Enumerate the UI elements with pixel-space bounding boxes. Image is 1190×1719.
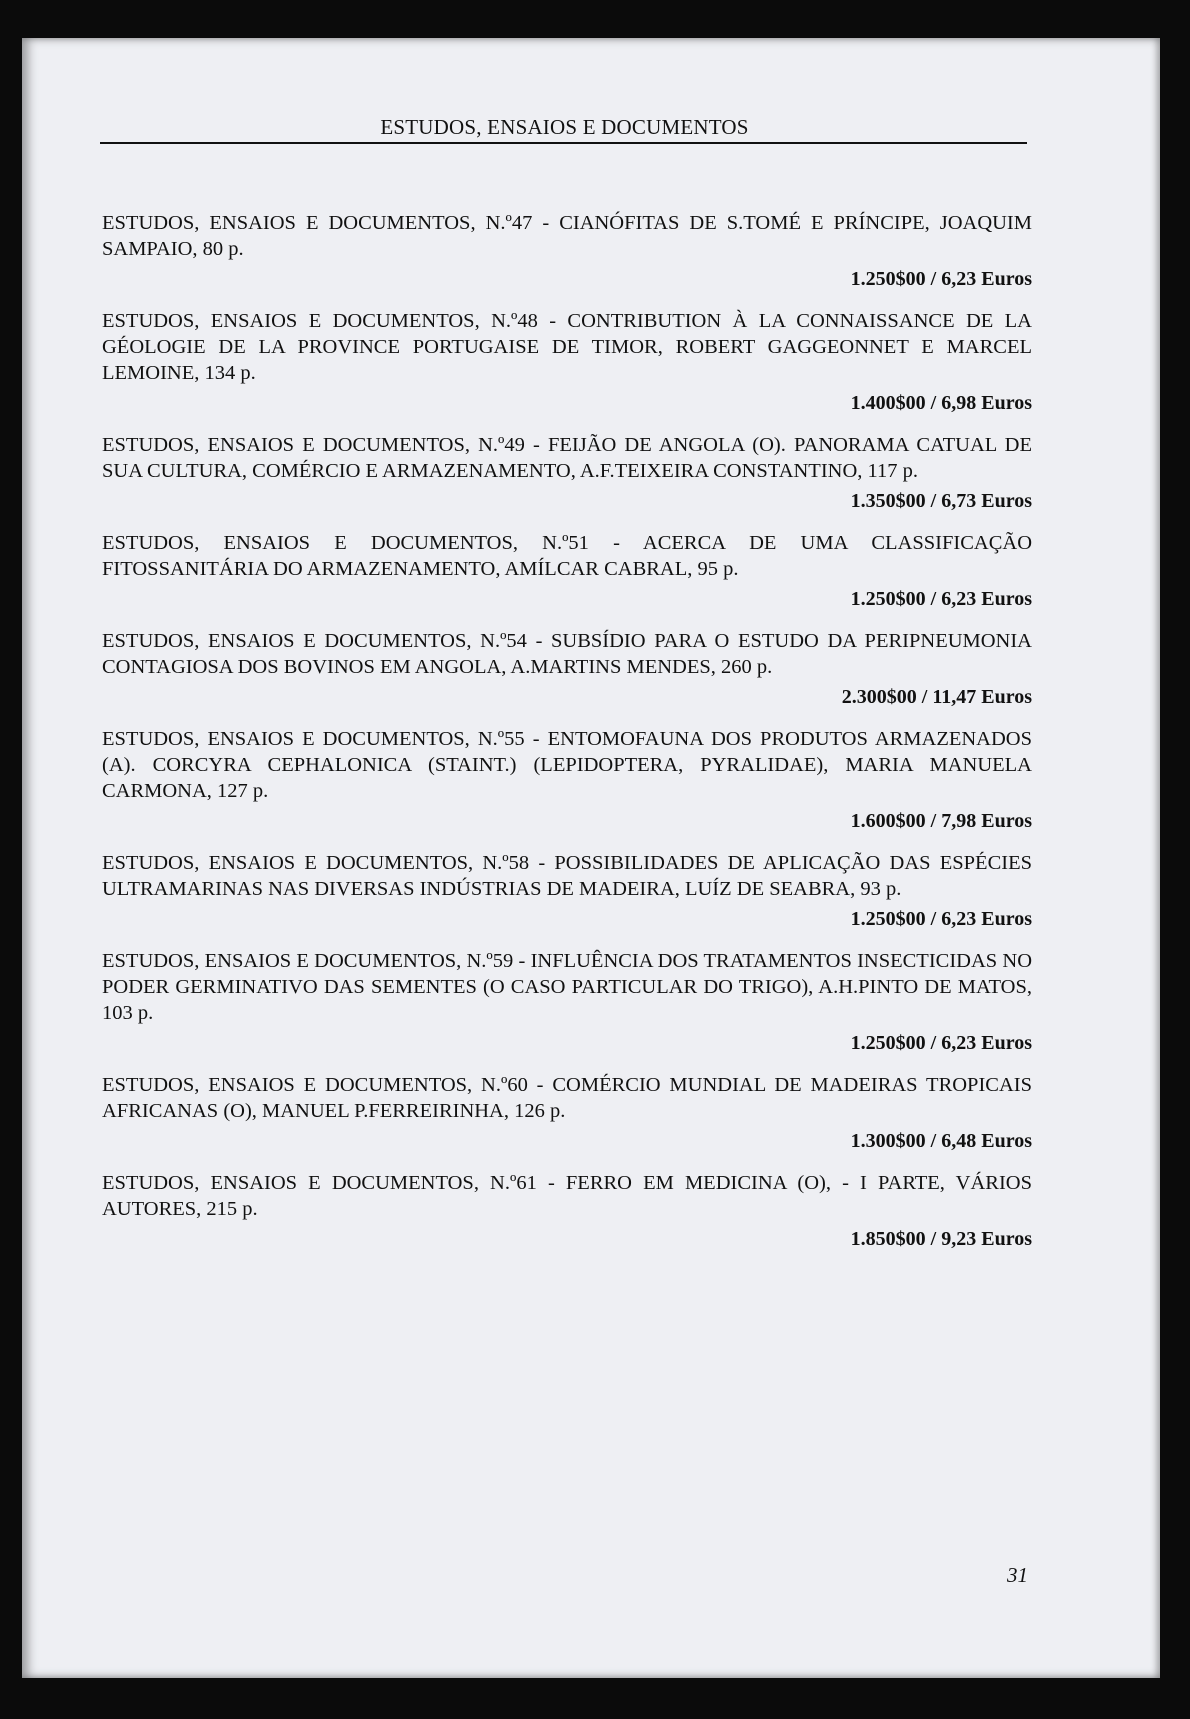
catalog-entry-58 [102,850,1032,932]
entry-description: ESTUDOS, ENSAIOS E DOCUMENTOS, N.º48 - CONTRIBUTION À LA CONNAISSANCE DE LA GÉOLOGIE DE LA PROVINCE PORTUGAISE DE TIMOR, ROBERT GAGGEONNET E MARCEL LEMOINE, 134 p. [102,310,1032,384]
catalog-entry-48 [102,308,1032,416]
entry-price: 1.250$00 / 6,23 Euros [850,908,1032,930]
catalog-entry-47 [102,210,1032,292]
entry-description: ESTUDOS, ENSAIOS E DOCUMENTOS, N.º54 - SUBSÍDIO PARA O ESTUDO DA PERIPNEUMONIA CONTAGIOSA DOS BOVINOS EM ANGOLA, A.MARTINS MENDES, 260 p. [102,630,1032,678]
entry-price: 1.850$00 / 9,23 Euros [850,1228,1032,1250]
entry-price: 1.400$00 / 6,98 Euros [850,392,1032,414]
page-number: 31 [1007,1563,1028,1587]
catalog-page [22,38,1160,1678]
entry-price: 1.600$00 / 7,98 Euros [850,810,1032,832]
catalog-entry-49 [102,432,1032,514]
entry-price: 1.250$00 / 6,23 Euros [850,1032,1032,1054]
entry-price: 2.300$00 / 11,47 Euros [841,686,1032,708]
catalog-entry-55 [102,726,1032,834]
entry-description: ESTUDOS, ENSAIOS E DOCUMENTOS, N.º61 - FERRO EM MEDICINA (O), - I PARTE, VÁRIOS AUTORES, 215 p. [102,1172,1032,1220]
header-rule [100,142,1027,144]
catalog-entry-54 [102,628,1032,710]
catalog-entry-59 [102,948,1032,1056]
entry-description: ESTUDOS, ENSAIOS E DOCUMENTOS, N.º47 - CIANÓFITAS DE S.TOMÉ E PRÍNCIPE, JOAQUIM SAMPAIO, 80 p. [102,212,1032,260]
page-header: ESTUDOS, ENSAIOS E DOCUMENTOS [380,115,749,139]
entry-description: ESTUDOS, ENSAIOS E DOCUMENTOS, N.º59 - INFLUÊNCIA DOS TRATAMENTOS INSECTICIDAS NO PODER GERMINATIVO DAS SEMENTES (O CASO PARTICULAR DO TRIGO), A.H.PINTO DE MATOS, 103 p. [102,950,1032,1024]
entry-description: ESTUDOS, ENSAIOS E DOCUMENTOS, N.º60 - COMÉRCIO MUNDIAL DE MADEIRAS TROPICAIS AFRICANAS (O), MANUEL P.FERREIRINHA, 126 p. [102,1074,1032,1122]
catalog-entry-60 [102,1072,1032,1154]
catalog-entry-51 [102,530,1032,612]
entry-description: ESTUDOS, ENSAIOS E DOCUMENTOS, N.º49 - FEIJÃO DE ANGOLA (O). PANORAMA CATUAL DE SUA CULTURA, COMÉRCIO E ARMAZENAMENTO, A.F.TEIXEIRA CONSTANTINO, 117 p. [102,434,1032,482]
entry-description: ESTUDOS, ENSAIOS E DOCUMENTOS, N.º51 - ACERCA DE UMA CLASSIFICAÇÃO FITOSSANITÁRIA DO ARMAZENAMENTO, AMÍLCAR CABRAL, 95 p. [102,532,1032,580]
entry-price: 1.250$00 / 6,23 Euros [850,588,1032,610]
entry-price: 1.250$00 / 6,23 Euros [850,268,1032,290]
entry-description: ESTUDOS, ENSAIOS E DOCUMENTOS, N.º58 - POSSIBILIDADES DE APLICAÇÃO DAS ESPÉCIES ULTRAMARINAS NAS DIVERSAS INDÚSTRIAS DE MADEIRA, LUÍZ DE SEABRA, 93 p. [102,852,1032,900]
entry-price: 1.350$00 / 6,73 Euros [850,490,1032,512]
entry-price: 1.300$00 / 6,48 Euros [850,1130,1032,1152]
entry-description: ESTUDOS, ENSAIOS E DOCUMENTOS, N.º55 - ENTOMOFAUNA DOS PRODUTOS ARMAZENADOS (A). CORCYRA CEPHALONICA (STAINT.) (LEPIDOPTERA, PYRALIDAE), MARIA MANUELA CARMONA, 127 p. [102,728,1032,802]
catalog-entry-61 [102,1170,1032,1252]
catalog-entries [102,210,1032,1252]
